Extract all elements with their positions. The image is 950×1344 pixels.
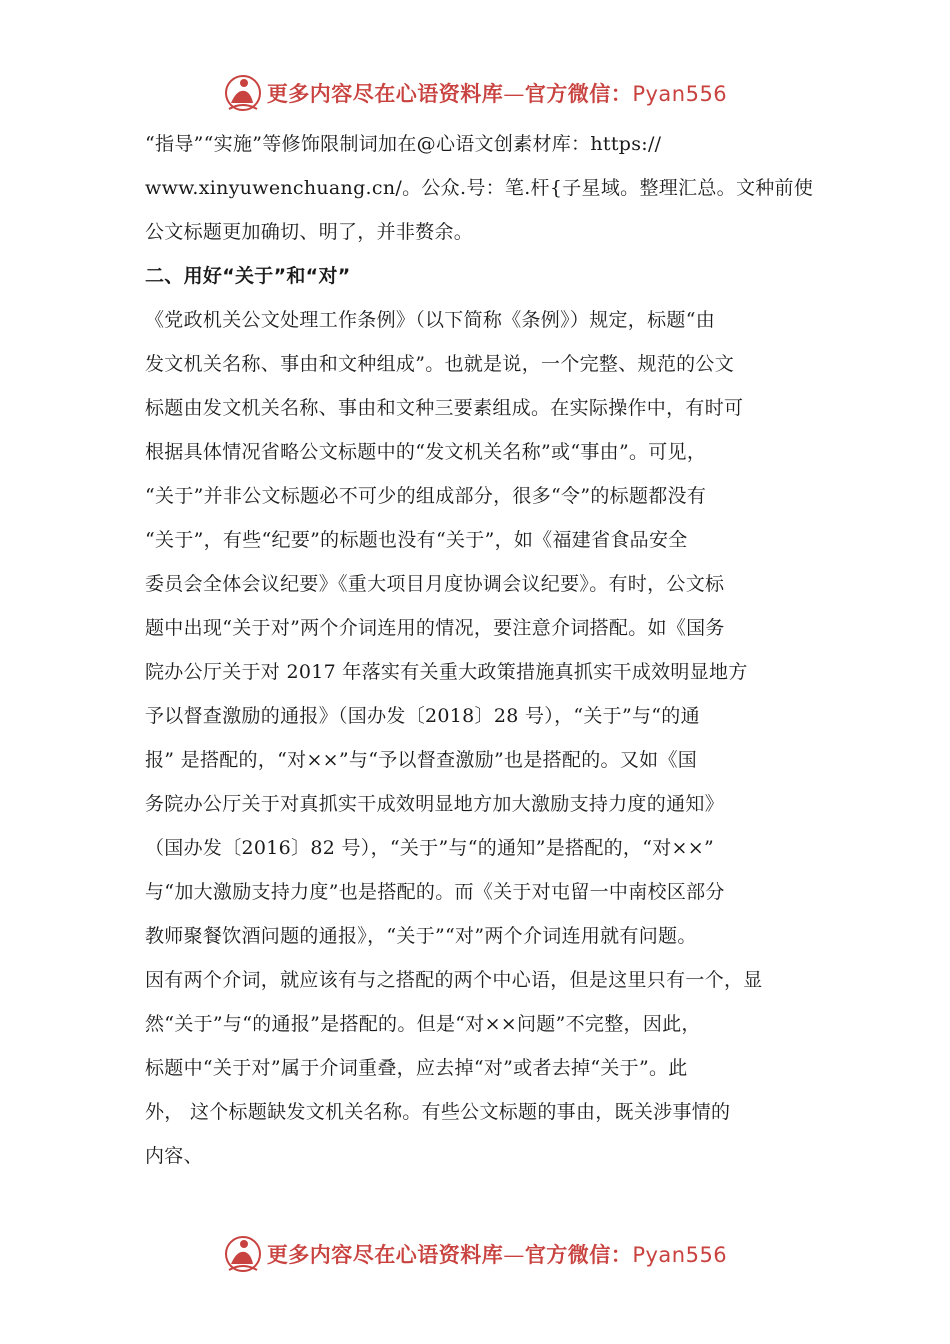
- body-line: “关于”，有些“纪要”的标题也没有“关于”，如《福建省食品安全: [145, 529, 688, 551]
- banner-wechat: Pyan556: [632, 82, 728, 106]
- body-line: 教师聚餐饮酒问题的通报》，“关于”“对”两个介词连用就有问题。: [145, 925, 697, 947]
- body-line: 内容、: [145, 1145, 203, 1167]
- body-line: 委员会全体会议纪要》《重大项目月度协调会议纪要》。有时，公文标: [145, 573, 725, 595]
- reading-person-logo-icon: [223, 1234, 263, 1274]
- header-banner: [0, 71, 950, 115]
- body-line: 标题中“关于对”属于介词重叠，应去掉“对”或者去掉“关于”。此: [145, 1057, 688, 1079]
- section-heading: 二、用好“关于”和“对”: [145, 265, 351, 287]
- body-line: 务院办公厅关于对真抓实干成效明显地方加大激励支持力度的通知》: [145, 793, 725, 815]
- banner-sep: —: [503, 1243, 525, 1267]
- footer-banner: [0, 1232, 950, 1276]
- body-line: www.xinyuwenchuang.cn/。公众.号：笔.杆{子星域。整理汇总。文种前使: [145, 177, 813, 199]
- banner-main: 更多内容尽在心语资料库: [266, 1242, 504, 1267]
- body-line: “指导”“实施”等修饰限制词加在@心语文创素材库：https://: [145, 133, 662, 155]
- banner-sep: —: [503, 82, 525, 106]
- document-body: [145, 122, 813, 1178]
- body-line: 因有两个介词，就应该有与之搭配的两个中心语，但是这里只有一个，显: [145, 969, 763, 991]
- body-line: 与“加大激励支持力度”也是搭配的。而《关于对屯留一中南校区部分: [145, 881, 725, 903]
- body-line: 《党政机关公文处理工作条例》（以下简称《条例》）规定，标题“由: [145, 309, 716, 331]
- body-line: 然“关于”与“的通报”是搭配的。但是“对××问题”不完整，因此，: [145, 1013, 701, 1035]
- body-line: 院办公厅关于对 2017 年落实有关重大政策措施真抓实干成效明显地方: [145, 661, 748, 683]
- body-line: 外， 这个标题缺发文机关名称。有些公文标题的事由，既关涉事情的: [145, 1101, 731, 1123]
- body-line: （国办发〔2016〕82 号），“关于”与“的通知”是搭配的，“对××”: [145, 837, 714, 859]
- body-line: 题中出现“关于对”两个介词连用的情况，要注意介词搭配。如《国务: [145, 617, 725, 639]
- body-line: 发文机关名称、事由和文种组成”。也就是说，一个完整、规范的公文: [145, 353, 735, 375]
- body-line: 报” 是搭配的，“对××”与“予以督查激励”也是搭配的。又如《国: [145, 749, 698, 771]
- banner-text: [267, 78, 727, 108]
- body-line: 予以督查激励的通报》（国办发〔2018〕28 号），“关于”与“的通: [145, 705, 700, 727]
- body-line: 标题由发文机关名称、事由和文种三要素组成。在实际操作中，有时可: [145, 397, 744, 419]
- banner-suffix: 官方微信：: [524, 1242, 633, 1267]
- body-line: 公文标题更加确切、明了，并非赘余。: [145, 221, 474, 243]
- banner-wechat: Pyan556: [632, 1243, 728, 1267]
- body-line: 根据具体情况省略公文标题中的“发文机关名称”或“事由”。可见，: [145, 441, 707, 463]
- banner-main: 更多内容尽在心语资料库: [266, 81, 504, 106]
- body-line: “关于”并非公文标题必不可少的组成部分，很多“令”的标题都没有: [145, 485, 707, 507]
- banner-text: [267, 1239, 727, 1269]
- banner-suffix: 官方微信：: [524, 81, 633, 106]
- reading-person-logo-icon: [223, 73, 263, 113]
